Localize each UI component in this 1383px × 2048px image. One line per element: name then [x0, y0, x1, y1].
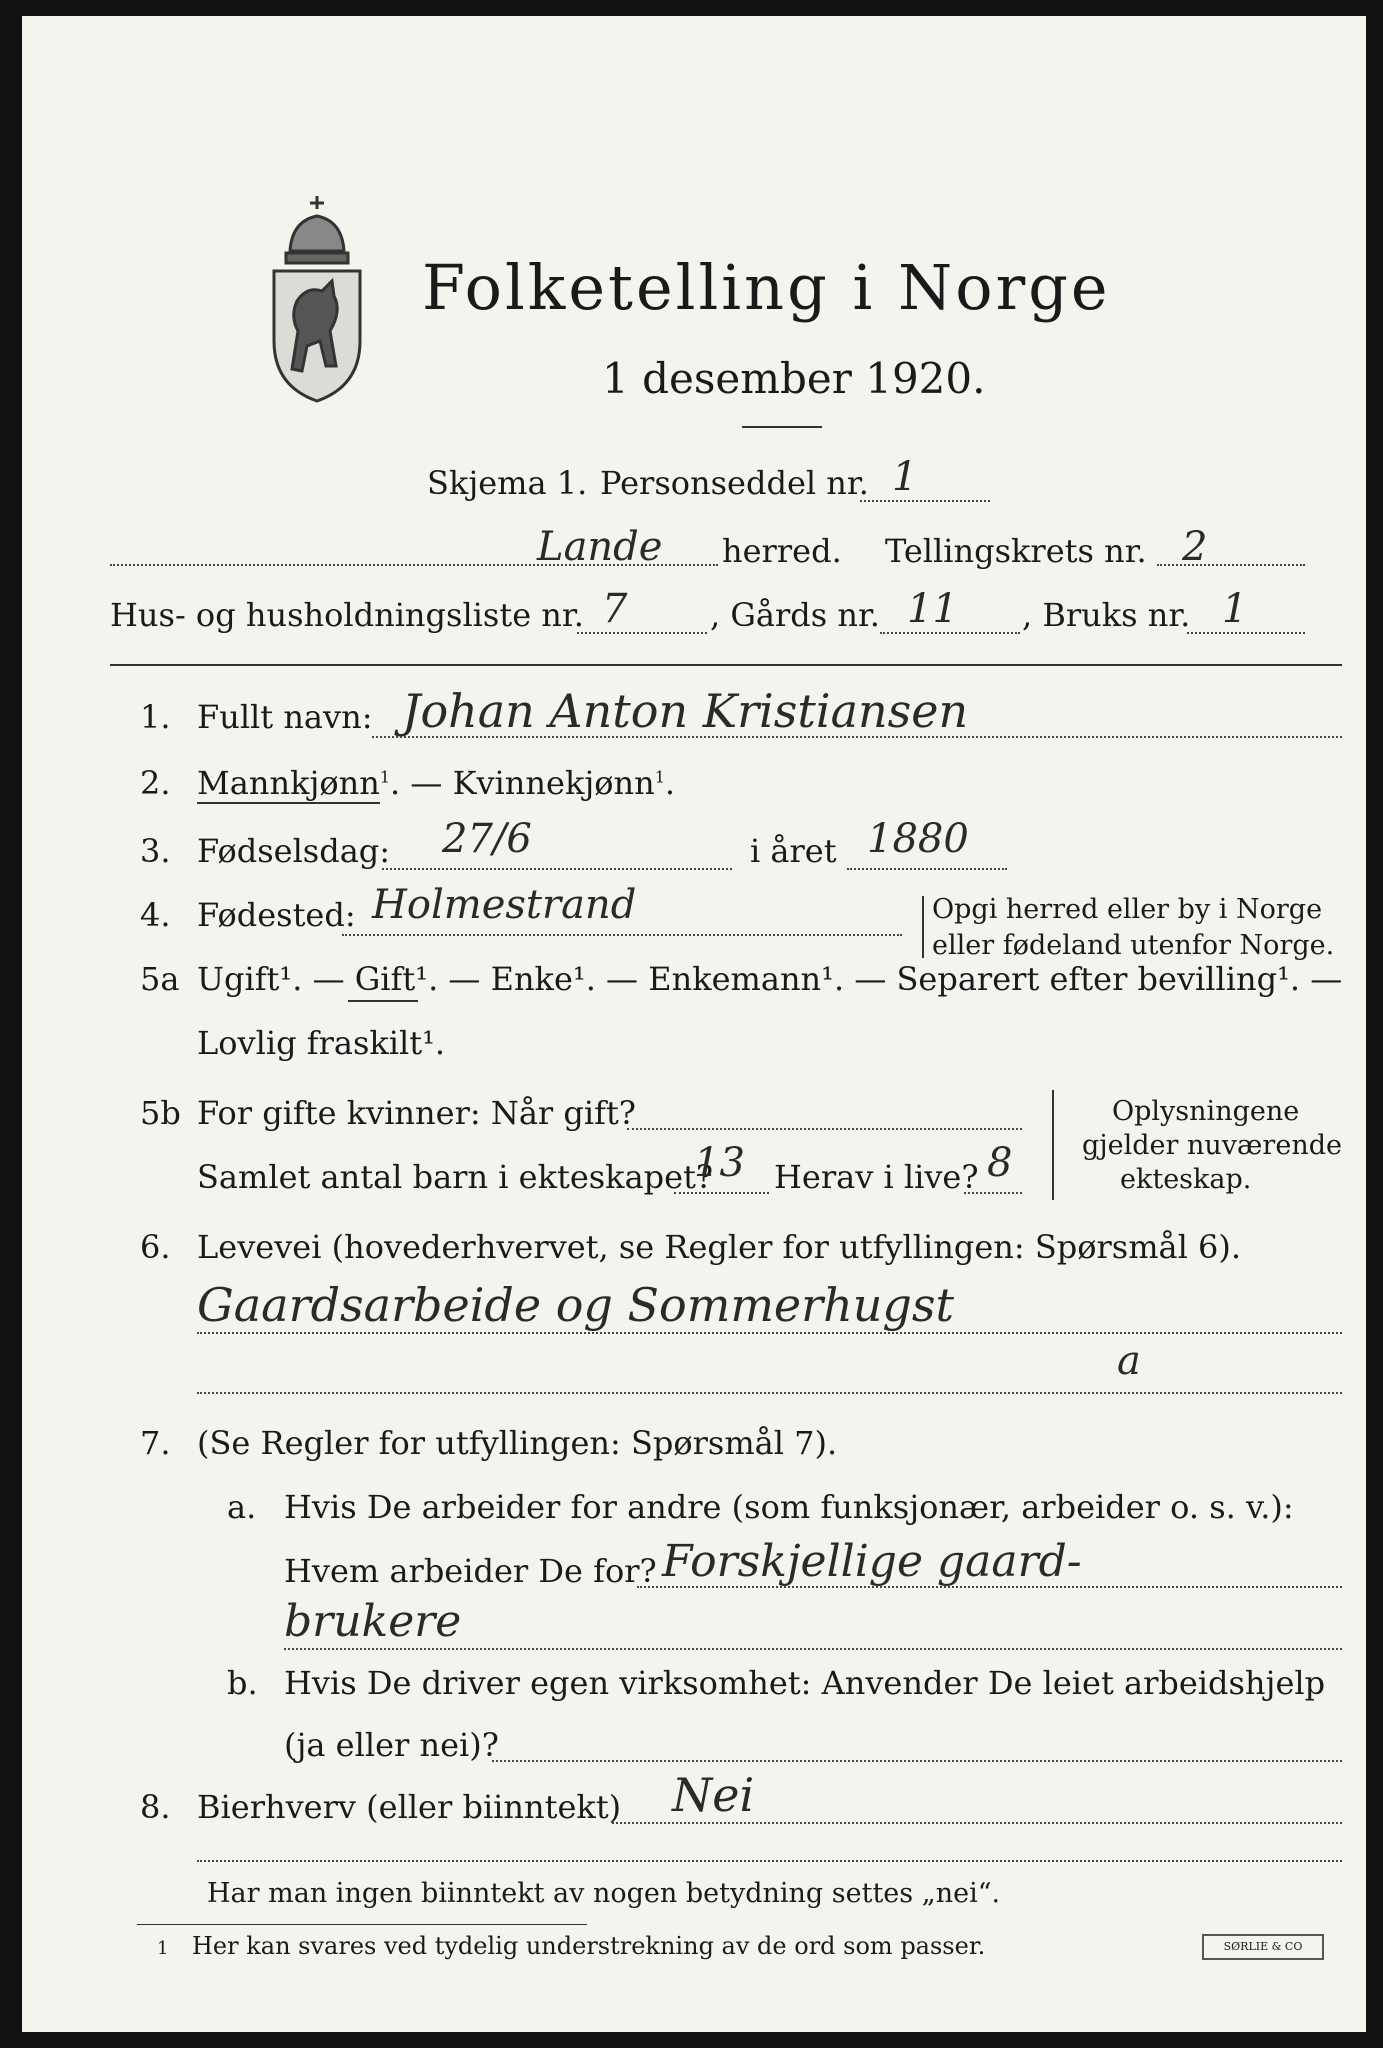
- herred-value: Lande: [537, 524, 663, 570]
- q5a-line-1: Ugift¹. — Gift¹. — Enke¹. — Enkemann¹. — Separert efter bevilling¹. —: [197, 960, 1343, 998]
- header-separator: [110, 664, 1342, 666]
- q8-value: Nei: [672, 1768, 755, 1822]
- q3-line: [382, 868, 732, 870]
- q3-label: Fødselsdag:: [197, 832, 391, 870]
- title-divider: [742, 426, 822, 428]
- q5b-number: 5b: [140, 1094, 181, 1132]
- q6-value-2: a: [1117, 1338, 1141, 1384]
- q4-label: Fødested:: [197, 896, 356, 934]
- q5b-brace: [1052, 1090, 1054, 1200]
- q8-line: [612, 1822, 1342, 1824]
- q1-label: Fullt navn:: [197, 698, 373, 736]
- q1-number: 1.: [140, 698, 171, 736]
- q7a-number: a.: [227, 1488, 257, 1526]
- q3-number: 3.: [140, 832, 171, 870]
- q4-value: Holmestrand: [372, 882, 637, 928]
- q7a-line-2: [284, 1648, 1342, 1650]
- personseddel-label: Personseddel nr.: [600, 464, 869, 502]
- q4-brace: [922, 896, 924, 958]
- personseddel-value: 1: [892, 454, 918, 500]
- q5b-ilive-label: Herav i live?: [774, 1158, 979, 1196]
- footnote-number: 1: [157, 1938, 169, 1959]
- hus-label: Hus- og husholdningsliste nr.: [110, 596, 584, 634]
- q7-label: (Se Regler for utfyllingen: Spørsmål 7).: [197, 1424, 838, 1462]
- bruks-label: , Bruks nr.: [1022, 596, 1191, 634]
- personseddel-line: [860, 500, 990, 502]
- tellingskrets-line: [1157, 564, 1305, 566]
- q8-extra-line: [197, 1860, 1342, 1862]
- gards-line: [880, 632, 1020, 634]
- census-form: [22, 16, 1366, 2032]
- bruks-value: 1: [1222, 586, 1248, 632]
- gards-value: 11: [907, 586, 958, 632]
- q2-sep: . —: [390, 764, 443, 802]
- q2-end: .: [664, 764, 676, 802]
- q6-number: 6.: [140, 1228, 171, 1266]
- q7a-label: Hvis De arbeider for andre (som funksjonær, arbeider o. s. v.):: [284, 1488, 1294, 1526]
- q4-number: 4.: [140, 896, 171, 934]
- q5a-gift-underline: [348, 1000, 418, 1002]
- q4-line: [342, 934, 902, 936]
- hus-line: [577, 632, 707, 634]
- q2-male: Mannkjønn: [197, 764, 380, 802]
- herred-label: herred.: [722, 532, 842, 570]
- q5b-barn-line: [674, 1192, 769, 1194]
- q2-options: [197, 764, 675, 802]
- q7a-line-1: [637, 1586, 1342, 1588]
- q5b-married-line: [627, 1128, 1022, 1130]
- bruks-line: [1187, 632, 1305, 634]
- tellingskrets-label: Tellingskrets nr.: [885, 532, 1147, 570]
- q7a-value-1: Forskjellige gaard-: [662, 1536, 1082, 1587]
- q7a-value-2: brukere: [284, 1596, 462, 1647]
- q5b-note-3: ekteskap.: [1120, 1164, 1252, 1195]
- hus-value: 7: [602, 586, 628, 632]
- q6-value-1: Gaardsarbeide og Sommerhugst: [197, 1278, 954, 1332]
- tellingskrets-value: 2: [1182, 524, 1208, 570]
- form-title: Folketelling i Norge: [422, 251, 1111, 324]
- q4-note-1: Opgi herred eller by i Norge: [932, 894, 1323, 925]
- printer-stamp: SØRLIE & CO: [1202, 1934, 1324, 1960]
- q7a-question: Hvem arbeider De for?: [284, 1552, 657, 1590]
- q2-female: Kvinnekjønn: [452, 764, 655, 802]
- q7-number: 7.: [140, 1424, 171, 1462]
- q5b-ilive-value: 8: [987, 1140, 1013, 1186]
- footer-note: Har man ingen biinntekt av nogen betydning settes „nei“.: [207, 1878, 1001, 1909]
- q3-year-label: i året: [750, 832, 837, 870]
- q6-line-1: [197, 1332, 1342, 1334]
- q5b-note-1: Oplysningene: [1112, 1096, 1300, 1127]
- q3-value: 27/6: [442, 816, 532, 862]
- q1-value: Johan Anton Kristiansen: [402, 684, 969, 738]
- census-date: 1 desember 1920.: [602, 354, 986, 403]
- gards-label: , Gårds nr.: [710, 596, 880, 634]
- q6-label: Levevei (hovederhvervet, se Regler for utfyllingen: Spørsmål 6).: [197, 1228, 1242, 1266]
- q7b-number: b.: [227, 1664, 258, 1702]
- footnote-separator: [137, 1924, 587, 1925]
- q5a-line-2: Lovlig fraskilt¹.: [197, 1024, 446, 1062]
- q3-year-line: [847, 868, 1007, 870]
- q7b-label: Hvis De driver egen virksomhet: Anvender De leiet arbeidshjelp: [284, 1664, 1326, 1702]
- q7b-question: (ja eller nei)?: [284, 1726, 499, 1764]
- q7b-line: [492, 1760, 1342, 1762]
- q8-number: 8.: [140, 1788, 171, 1826]
- q8-label: Bierhverv (eller biinntekt): [197, 1788, 622, 1826]
- q2-number: 2.: [140, 764, 171, 802]
- q4-note-2: eller fødeland utenfor Norge.: [932, 930, 1335, 961]
- q2-male-sup: 1: [379, 767, 391, 787]
- q2-female-sup: 1: [654, 767, 665, 787]
- q5b-label-2: Samlet antal barn i ekteskapet?: [197, 1158, 714, 1196]
- coat-of-arms-icon: [262, 191, 372, 411]
- q5b-note-2: gjelder nuværende: [1082, 1130, 1342, 1161]
- q5b-ilive-line: [964, 1192, 1022, 1194]
- footnote-text: Her kan svares ved tydelig understrekning av de ord som passer.: [192, 1932, 986, 1960]
- q5b-barn-value: 13: [694, 1140, 745, 1186]
- q5a-number: 5a: [140, 960, 180, 998]
- q6-line-2: [197, 1392, 1342, 1394]
- q5b-label-1: For gifte kvinner: Når gift?: [197, 1094, 636, 1132]
- q1-line: [372, 736, 1342, 738]
- skjema-label: Skjema 1.: [427, 464, 588, 502]
- q3-year-value: 1880: [867, 816, 969, 862]
